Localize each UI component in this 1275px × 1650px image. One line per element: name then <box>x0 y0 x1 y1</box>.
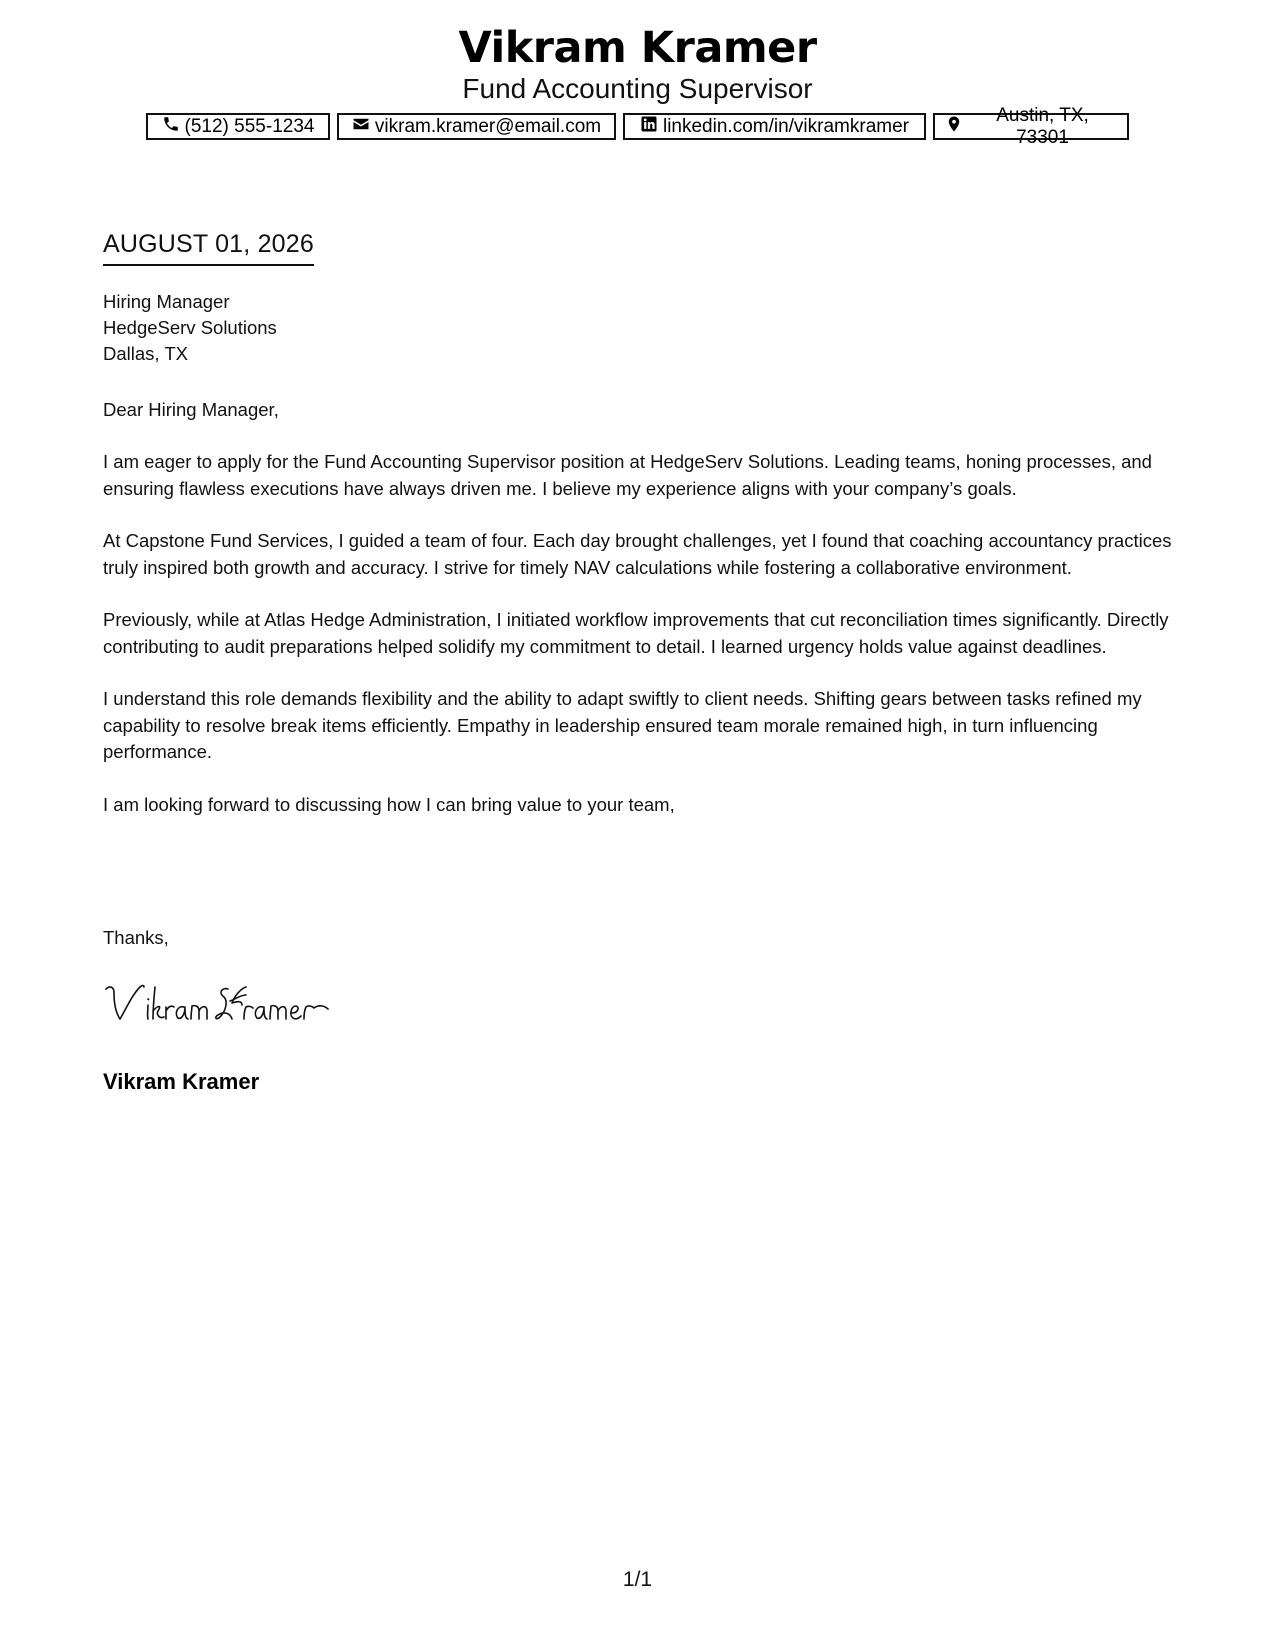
recipient-line: Hiring Manager <box>103 291 230 312</box>
applicant-name: Vikram Kramer <box>458 23 817 73</box>
body-paragraph: I understand this role demands flexibility and the ability to adapt swiftly to client needs. Shifting gears between tasks refined my capability to resolve break items efficiently. Empathy in leadership ensured team morale remained high, in turn influencing performance. <box>103 688 1142 762</box>
map-marker-icon <box>945 115 963 139</box>
contact-email[interactable] <box>337 113 616 140</box>
recipient-location: Dallas, TX <box>103 343 188 364</box>
handwritten-signature <box>100 975 360 1040</box>
body-paragraph: At Capstone Fund Services, I guided a team of four. Each day brought challenges, yet I found that coaching accountancy practices truly inspired both growth and accuracy. I strive for timely NAV calculations while fostering a collaborative environment. <box>103 530 1172 578</box>
recipient-block <box>103 289 277 367</box>
page-number: 1/1 <box>622 1568 653 1591</box>
signer-name: Vikram Kramer <box>103 1069 260 1094</box>
contact-phone-text: (512) 555-1234 <box>184 115 315 137</box>
contact-phone[interactable] <box>146 113 330 140</box>
letter-body <box>103 449 1178 844</box>
contact-location[interactable] <box>933 104 1129 148</box>
contact-bar <box>0 104 1275 148</box>
contact-email-text: vikram.kramer@email.com <box>374 115 602 137</box>
body-paragraph: I am eager to apply for the Fund Accounting Supervisor position at HedgeServ Solutions. Leading teams, honing processes, and ensuring flawless executions have always driven me. I believe my experience aligns with your company’s goals. <box>103 451 1152 499</box>
phone-icon <box>162 115 180 139</box>
contact-linkedin-text: linkedin.com/in/vikramkramer <box>662 115 909 137</box>
contact-location-text: Austin, TX, 73301 <box>996 104 1089 148</box>
linkedin-icon <box>640 115 658 139</box>
contact-linkedin[interactable] <box>623 113 926 140</box>
envelope-icon <box>352 115 370 139</box>
letter-date: AUGUST 01, 2026 <box>103 228 314 266</box>
salutation: Dear Hiring Manager, <box>103 399 279 420</box>
body-paragraph: Previously, while at Atlas Hedge Administration, I initiated workflow improvements that cut reconciliation times significantly. Directly contributing to audit preparations helped solidify my commitment to detail. I learned urgency holds value against deadlines. <box>103 609 1169 657</box>
applicant-title: Fund Accounting Supervisor <box>462 73 813 104</box>
closing: Thanks, <box>103 927 169 948</box>
body-paragraph: I am looking forward to discussing how I can bring value to your team, <box>103 793 675 815</box>
recipient-company: HedgeServ Solutions <box>103 317 277 338</box>
